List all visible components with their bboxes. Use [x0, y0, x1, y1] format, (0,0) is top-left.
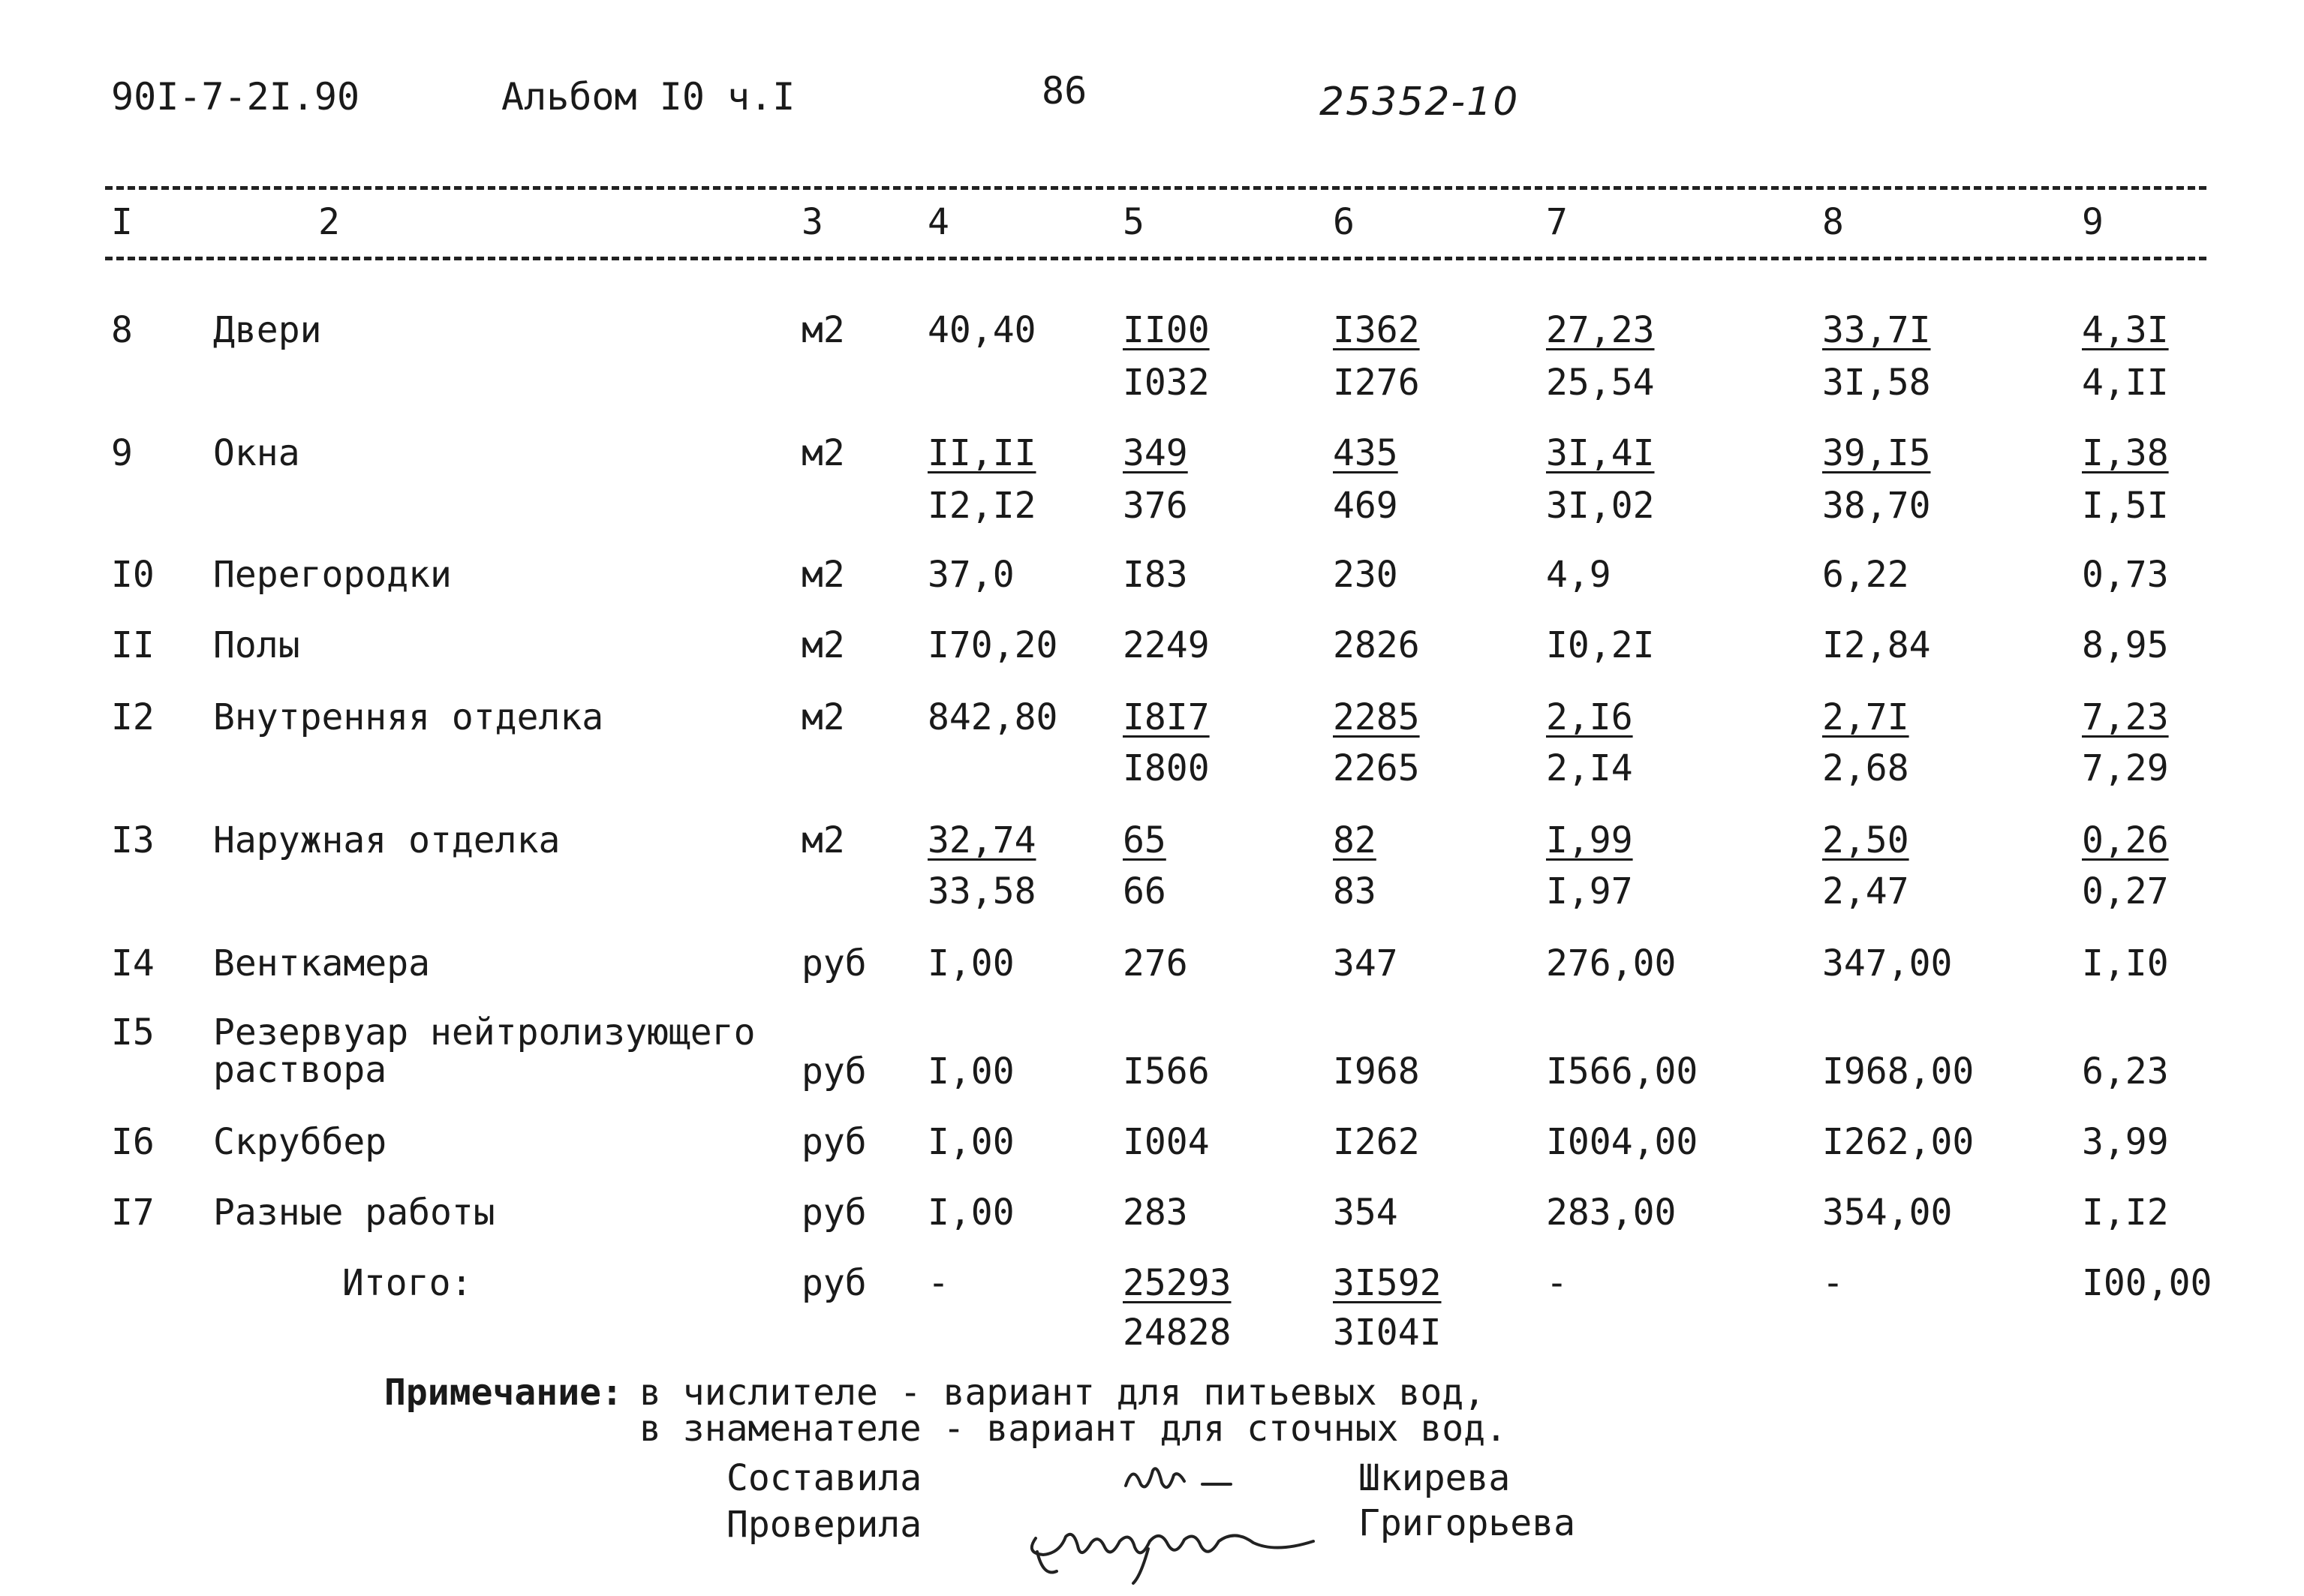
cell-col9-denominator: I,5I [2082, 485, 2169, 527]
note-label: Примечание: [384, 1372, 623, 1414]
cell-col6: 2826 [1333, 624, 1420, 666]
page-number: 86 [1042, 69, 1087, 113]
cell-col8-numerator: 2,50 [1822, 819, 1909, 861]
cell-col6-denominator: 83 [1333, 870, 1376, 912]
cell-col8-denominator: 3I,58 [1822, 362, 1931, 404]
cell-col8: 354,00 [1822, 1192, 1953, 1234]
cell-col9: 8,95 [2082, 624, 2169, 666]
row-name: Внутренняя отделка [213, 696, 604, 738]
total-col5-numerator: 25293 [1123, 1262, 1232, 1304]
cell-col8-numerator: 2,7I [1822, 696, 1909, 738]
row-number: I4 [111, 942, 155, 984]
col-header-4: 4 [928, 201, 949, 243]
cell-col6-numerator: I362 [1333, 309, 1420, 351]
cell-col9: 6,23 [2082, 1050, 2169, 1093]
note-line-1: в числителе - вариант для питьевых вод, [639, 1372, 1486, 1414]
cell-col9: 3,99 [2082, 1121, 2169, 1163]
row-number: I7 [111, 1192, 155, 1234]
row-number: II [111, 624, 155, 666]
cell-col4: 37,0 [928, 554, 1015, 596]
row-unit: руб [802, 1121, 867, 1163]
doc-number: 25352-10 [1319, 80, 1520, 125]
total-col8: - [1822, 1262, 1844, 1304]
cell-col5: I566 [1123, 1050, 1210, 1093]
doc-code: 90I-7-2I.90 [111, 75, 360, 119]
cell-col6-denominator: 2265 [1333, 747, 1420, 789]
cell-col6-denominator: I276 [1333, 362, 1420, 404]
cell-col7: I566,00 [1546, 1050, 1698, 1093]
cell-col5-numerator: I8I7 [1123, 696, 1210, 738]
total-label: Итого: [342, 1262, 473, 1304]
row-unit: руб [802, 1192, 867, 1234]
cell-col7-numerator: 2,I6 [1546, 696, 1633, 738]
row-unit: м2 [802, 432, 845, 474]
row-name: Резервуар нейтролизующего [213, 1011, 756, 1053]
cell-col4: I70,20 [928, 624, 1058, 666]
row-number: 9 [111, 432, 133, 474]
cell-col7-numerator: 27,23 [1546, 309, 1655, 351]
cell-col4: I,00 [928, 1050, 1015, 1093]
cell-col5: I83 [1123, 554, 1188, 596]
cell-col6: 347 [1333, 942, 1398, 984]
cell-col7: 283,00 [1546, 1192, 1677, 1234]
cell-col4-denominator: 33,58 [928, 870, 1036, 912]
row-name: Перегородки [213, 554, 452, 596]
total-col9: I00,00 [2082, 1262, 2212, 1304]
total-unit: руб [802, 1262, 867, 1304]
cell-col5-denominator: 376 [1123, 485, 1188, 527]
cell-col8-denominator: 2,68 [1822, 747, 1909, 789]
cell-col9: I,I2 [2082, 1192, 2169, 1234]
cell-col6-numerator: 2285 [1333, 696, 1420, 738]
cell-col5-denominator: I800 [1123, 747, 1210, 789]
total-col7: - [1546, 1262, 1568, 1304]
row-unit: м2 [802, 554, 845, 596]
cell-col5: 276 [1123, 942, 1188, 984]
cell-col9-denominator: 7,29 [2082, 747, 2169, 789]
cell-col4: 842,80 [928, 696, 1058, 738]
col-header-5: 5 [1123, 201, 1144, 243]
cell-col8: I968,00 [1822, 1050, 1975, 1093]
row-number: I5 [111, 1011, 155, 1053]
cell-col9-numerator: 7,23 [2082, 696, 2169, 738]
row-unit: м2 [802, 819, 845, 861]
cell-col5: 283 [1123, 1192, 1188, 1234]
total-col5-denominator: 24828 [1123, 1312, 1232, 1354]
row-number: I0 [111, 554, 155, 596]
cell-col7-denominator: 2,I4 [1546, 747, 1633, 789]
cell-col7: I004,00 [1546, 1121, 1698, 1163]
cell-col7-numerator: 3I,4I [1546, 432, 1655, 474]
cell-col4-numerator: II,II [928, 432, 1036, 474]
cell-col8-denominator: 2,47 [1822, 870, 1909, 912]
row-number: I6 [111, 1121, 155, 1163]
cell-col4: I,00 [928, 942, 1015, 984]
row-number: I2 [111, 696, 155, 738]
cell-col9-denominator: 4,II [2082, 362, 2169, 404]
row-unit: руб [802, 1050, 867, 1093]
cell-col6-numerator: 435 [1333, 432, 1398, 474]
cell-col4-denominator: I2,I2 [928, 485, 1036, 527]
row-number: 8 [111, 309, 133, 351]
cell-col7: 4,9 [1546, 554, 1611, 596]
col-header-8: 8 [1822, 201, 1844, 243]
note-line-2: в знаменателе - вариант для сточных вод. [639, 1408, 1507, 1450]
col-header-1: I [111, 201, 133, 243]
cell-col6-denominator: 469 [1333, 485, 1398, 527]
row-unit: руб [802, 942, 867, 984]
cell-col6: I968 [1333, 1050, 1420, 1093]
row-name: Полы [213, 624, 300, 666]
cell-col8: I2,84 [1822, 624, 1931, 666]
cell-col5-numerator: 65 [1123, 819, 1166, 861]
row-name-continued: раствора [213, 1049, 387, 1091]
cell-col5: 2249 [1123, 624, 1210, 666]
total-col6-numerator: 3I592 [1333, 1262, 1442, 1304]
cell-col5: I004 [1123, 1121, 1210, 1163]
cell-col6-numerator: 82 [1333, 819, 1376, 861]
col-header-6: 6 [1333, 201, 1355, 243]
signature-checked [1021, 1508, 1336, 1591]
col-header-9: 9 [2082, 201, 2104, 243]
cell-col7-denominator: I,97 [1546, 870, 1633, 912]
table-top-rule [105, 186, 2206, 190]
row-name: Окна [213, 432, 300, 474]
cell-col9-numerator: I,38 [2082, 432, 2169, 474]
row-name: Венткамера [213, 942, 430, 984]
col-header-2: 2 [318, 201, 340, 243]
cell-col6: 230 [1333, 554, 1398, 596]
col-header-3: 3 [802, 201, 823, 243]
cell-col4-numerator: 32,74 [928, 819, 1036, 861]
signature-compiled [1118, 1448, 1253, 1508]
cell-col7-denominator: 3I,02 [1546, 485, 1655, 527]
cell-col9: I,I0 [2082, 942, 2169, 984]
cell-col8: I262,00 [1822, 1121, 1975, 1163]
cell-col6: I262 [1333, 1121, 1420, 1163]
cell-col7-denominator: 25,54 [1546, 362, 1655, 404]
checked-by-label: Проверила [726, 1504, 922, 1546]
cell-col8-denominator: 38,70 [1822, 485, 1931, 527]
total-col6-denominator: 3I04I [1333, 1312, 1442, 1354]
cell-col4: I,00 [928, 1121, 1015, 1163]
cell-quantity: 40,40 [928, 309, 1036, 351]
cell-col8: 347,00 [1822, 942, 1953, 984]
album-label: Альбом I0 ч.I [501, 75, 796, 119]
col-header-7: 7 [1546, 201, 1568, 243]
cell-col5-numerator: II00 [1123, 309, 1210, 351]
row-name: Наружная отделка [213, 819, 561, 861]
cell-col6: 354 [1333, 1192, 1398, 1234]
cell-col5-denominator: I032 [1123, 362, 1210, 404]
compiled-by-label: Составила [726, 1457, 922, 1499]
cell-col8-numerator: 33,7I [1822, 309, 1931, 351]
cell-col7: I0,2I [1546, 624, 1655, 666]
row-number: I3 [111, 819, 155, 861]
cell-col7: 276,00 [1546, 942, 1677, 984]
row-unit: м2 [802, 309, 845, 351]
cell-col9-numerator: 4,3I [2082, 309, 2169, 351]
cell-col9-denominator: 0,27 [2082, 870, 2169, 912]
row-name: Двери [213, 309, 322, 351]
cell-col8: 6,22 [1822, 554, 1909, 596]
cell-col5-denominator: 66 [1123, 870, 1166, 912]
cell-col8-numerator: 39,I5 [1822, 432, 1931, 474]
cell-col9-numerator: 0,26 [2082, 819, 2169, 861]
row-unit: м2 [802, 624, 845, 666]
total-col4: - [928, 1262, 949, 1304]
cell-col4: I,00 [928, 1192, 1015, 1234]
cell-col9: 0,73 [2082, 554, 2169, 596]
cell-col5-numerator: 349 [1123, 432, 1188, 474]
table-header-rule [105, 257, 2206, 260]
compiled-by-name: Шкирева [1358, 1457, 1511, 1499]
row-name: Скруббер [213, 1121, 387, 1163]
cell-col7-numerator: I,99 [1546, 819, 1633, 861]
checked-by-name: Григорьева [1358, 1502, 1575, 1544]
row-name: Разные работы [213, 1192, 495, 1234]
row-unit: м2 [802, 696, 845, 738]
